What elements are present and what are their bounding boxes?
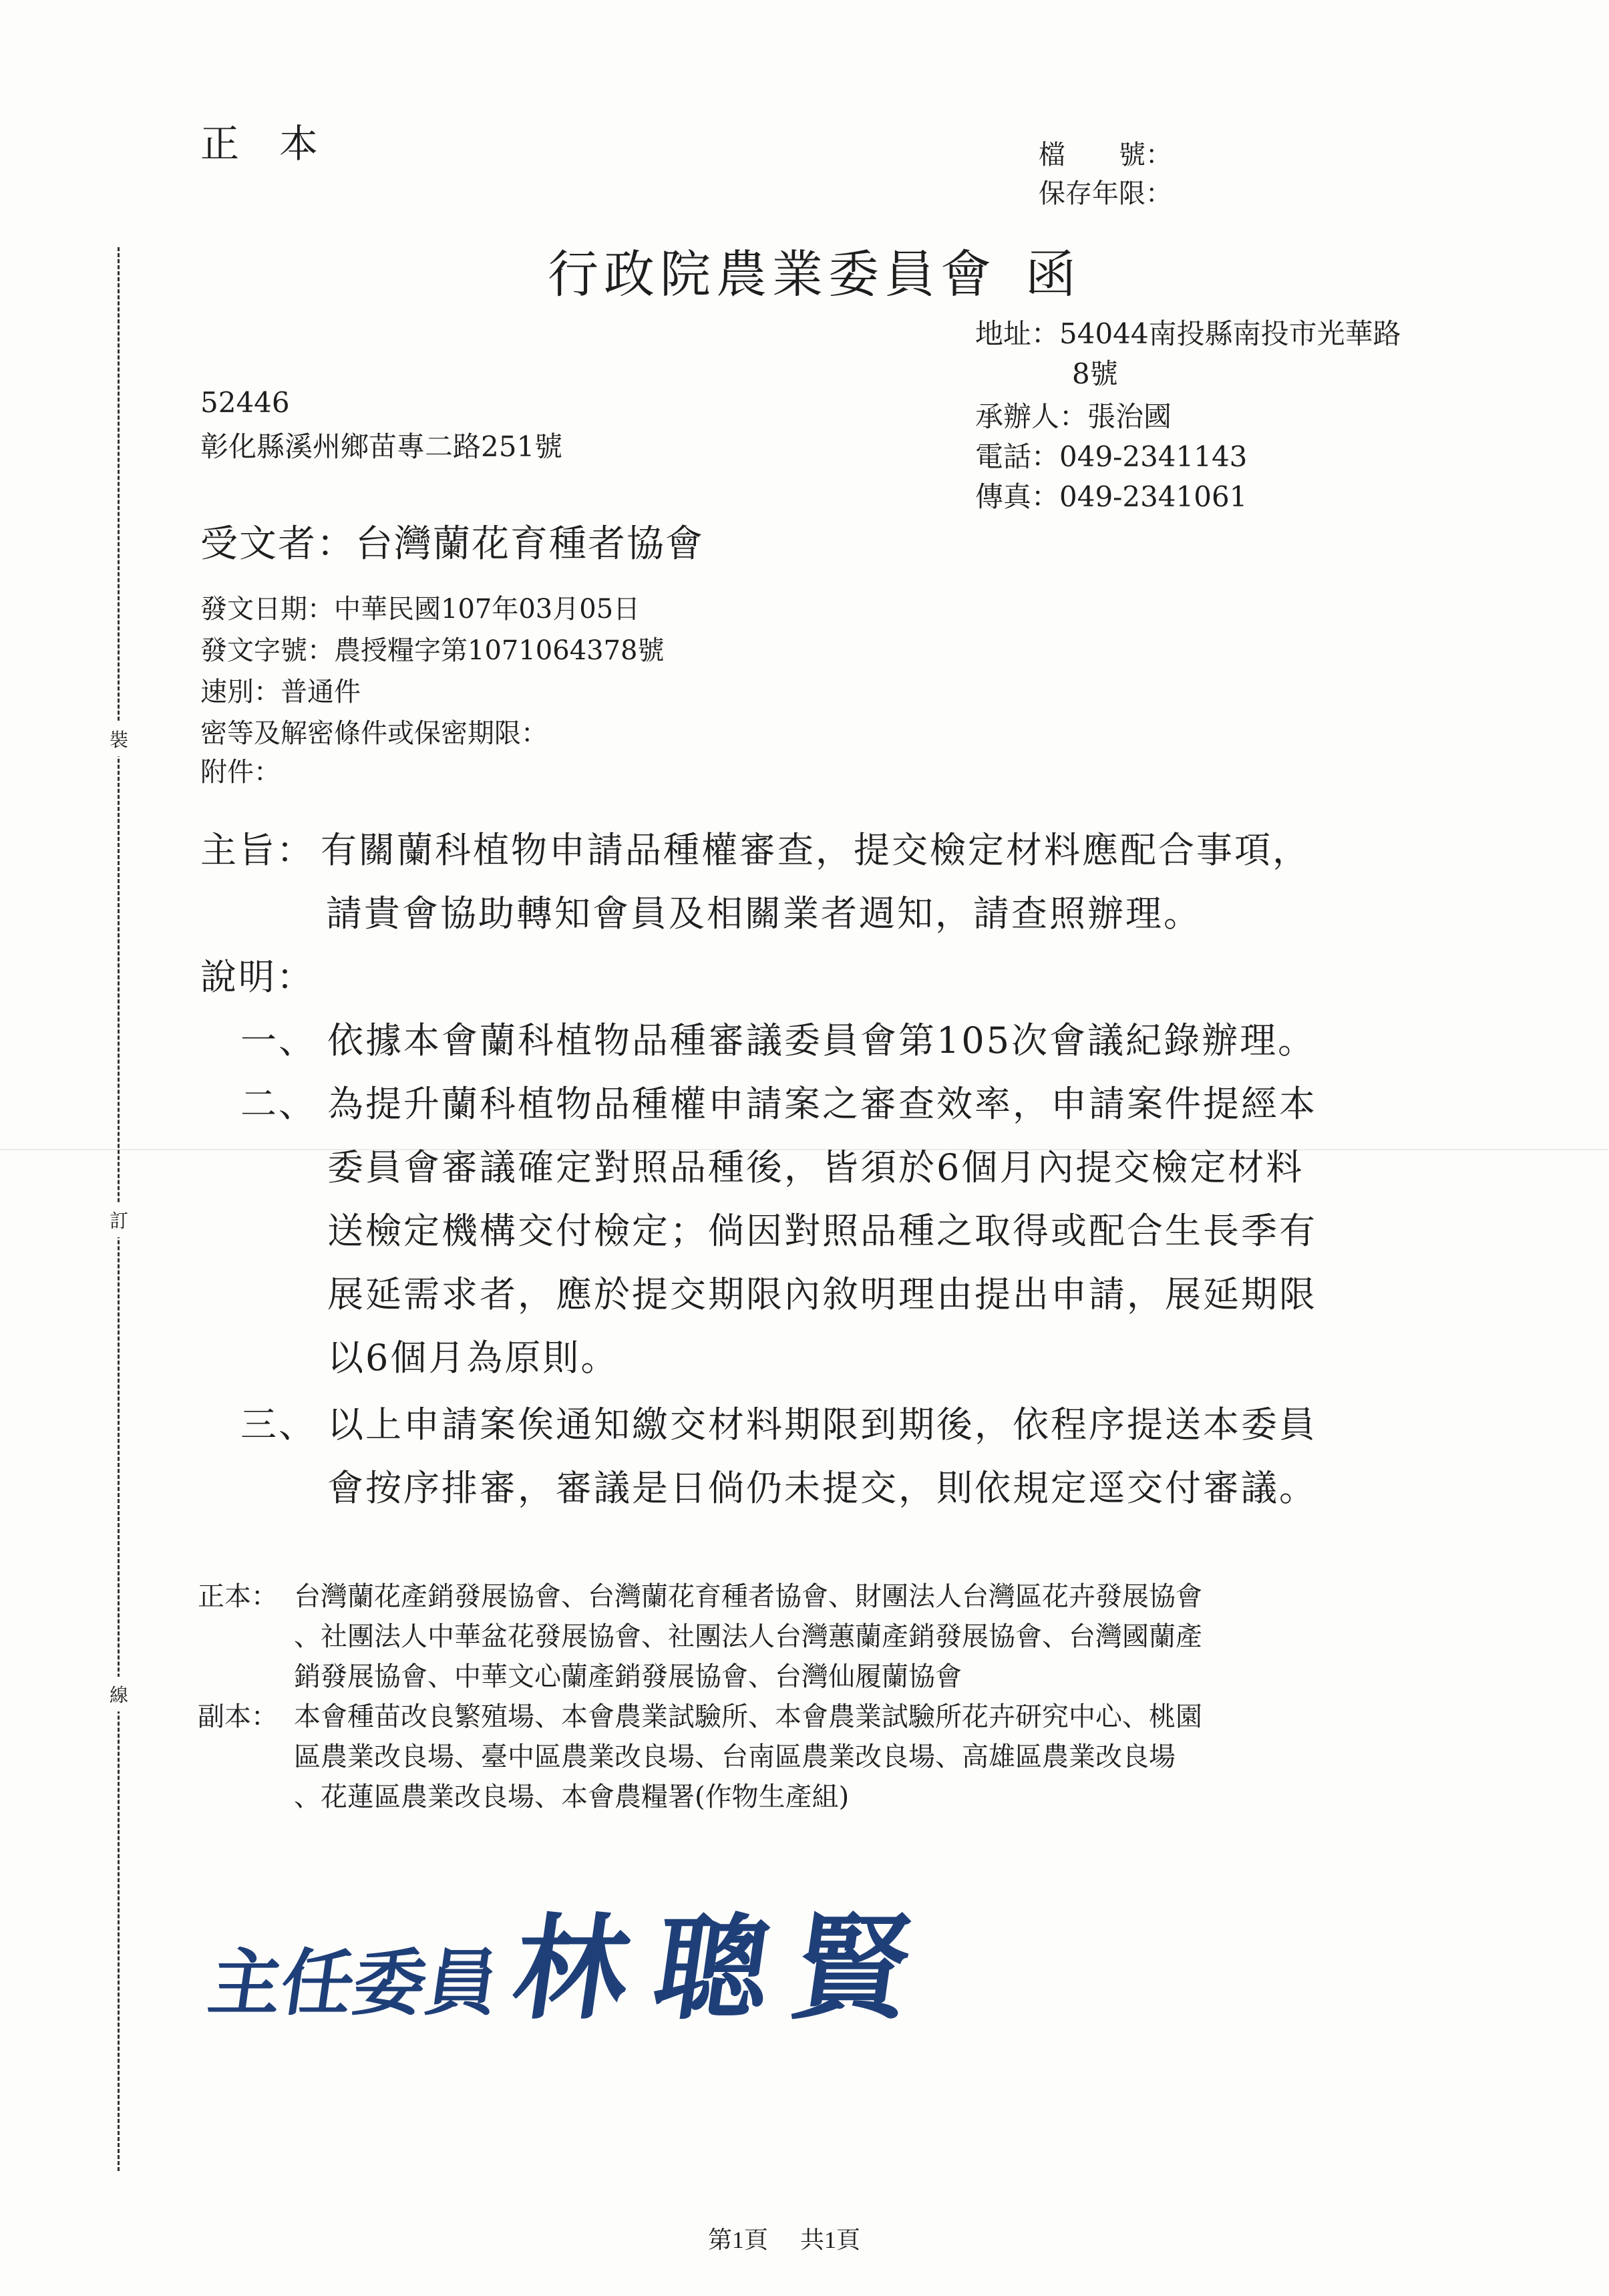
page-footer — [708, 2221, 860, 2255]
recipient-postal-code: 52446 — [200, 386, 290, 419]
item-3-line-1: 以上申請案俟通知繳交材料期限到期後，依程序提送本委員 — [327, 1404, 1317, 1446]
retention-period-label: 保存年限： — [1039, 178, 1172, 209]
recipient-street-address: 彰化縣溪州鄉苗專二路251號 — [200, 430, 563, 463]
issue-number: 發文字號：農授糧字第1071064378號 — [200, 635, 665, 666]
attachments: 附件： — [200, 757, 281, 788]
doc-type-original: 正本 — [200, 121, 359, 166]
document-kind: 函 — [1025, 244, 1076, 304]
subject-line-2: 請貴會協助轉知會員及相關業者週知，請查照辦理。 — [326, 892, 1202, 935]
subject-line-1: 有關蘭科植物申請品種權審查，提交檢定材料應配合事項， — [321, 829, 1310, 871]
item-2-marker: 二、 — [240, 1083, 317, 1125]
item-1-line-1: 依據本會蘭科植物品種審議委員會第105次會議紀錄辦理。 — [327, 1019, 1316, 1061]
copy-recipients-label: 副本： — [198, 1701, 278, 1732]
item-1-marker: 一、 — [240, 1019, 317, 1061]
sender-phone: 電話：049-2341143 — [975, 440, 1248, 473]
original-recipients-line-3: 銷發展協會、中華文心蘭產銷發展協會、台灣仙履蘭協會 — [294, 1661, 962, 1692]
page-number: 第1頁 — [708, 2227, 769, 2253]
copy-recipients-line-2: 區農業改良場、臺中區農業改良場、台南區農業改良場、高雄區農業改良場 — [294, 1742, 1176, 1772]
signature-name: 林聰賢 — [505, 1903, 945, 2035]
item-3-marker: 三、 — [240, 1404, 317, 1446]
sender-address-line2: 8號 — [1072, 357, 1118, 390]
item-2-line-5: 以6個月為原則。 — [327, 1337, 619, 1379]
original-recipients-label: 正本： — [198, 1581, 278, 1612]
explanation-label: 說明： — [200, 956, 315, 998]
binding-mark-ding: 訂 — [106, 1202, 132, 1237]
issue-date: 發文日期：中華民國107年03月05日 — [200, 594, 641, 625]
file-number-label: 檔 號： — [1039, 140, 1172, 170]
signature-stamp — [203, 1877, 945, 2041]
item-2-line-4: 展延需求者，應於提交期限內敘明理由提出申請，展延期限 — [327, 1273, 1317, 1315]
binding-mark-xian: 線 — [106, 1677, 132, 1711]
copy-recipients-line-3: 、花蓮區農業改良場、本會農糧署(作物生產組) — [294, 1782, 850, 1812]
item-3-line-2: 會按序排審，審議是日倘仍未提交，則依規定逕交付審議。 — [327, 1467, 1317, 1509]
secrecy-level: 密等及解密條件或保密期限： — [200, 718, 548, 749]
original-recipients-line-1: 台灣蘭花產銷發展協會、台灣蘭花育種者協會、財團法人台灣區花卉發展協會 — [294, 1581, 1202, 1612]
signature-title: 主任委員 — [203, 1942, 504, 2025]
speed-category: 速別：普通件 — [200, 677, 361, 707]
page-total: 共1頁 — [800, 2227, 861, 2253]
binding-mark-zhuang: 裝 — [106, 721, 132, 756]
subject-label: 主旨： — [200, 829, 315, 871]
sender-address-line1: 地址：54044南投縣南投市光華路 — [975, 317, 1401, 350]
recipient-name: 受文者：台灣蘭花育種者協會 — [200, 522, 704, 566]
original-recipients-line-2: 、社團法人中華盆花發展協會、社團法人台灣蕙蘭產銷發展協會、台灣國蘭產 — [294, 1621, 1202, 1652]
item-2-line-2: 委員會審議確定對照品種後，皆須於6個月內提交檢定材料 — [327, 1146, 1304, 1188]
agency-title: 行政院農業委員會 — [548, 244, 997, 304]
copy-recipients-line-1: 本會種苗改良繁殖場、本會農業試驗所、本會農業試驗所花卉研究中心、桃園 — [294, 1701, 1202, 1732]
sender-handler: 承辦人：張治國 — [975, 400, 1172, 433]
item-2-line-3: 送檢定機構交付檢定；倘因對照品種之取得或配合生長季有 — [327, 1210, 1317, 1252]
sender-fax: 傳真：049-2341061 — [975, 480, 1248, 513]
item-2-line-1: 為提升蘭科植物品種權申請案之審查效率，申請案件提經本 — [327, 1083, 1317, 1125]
